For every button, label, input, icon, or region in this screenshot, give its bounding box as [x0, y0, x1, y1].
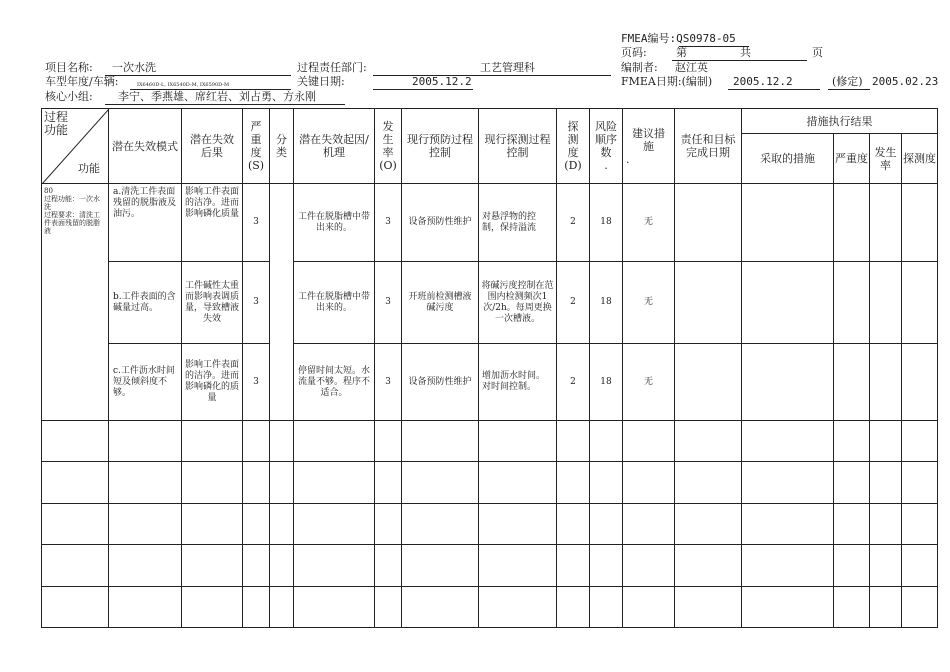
fmea-table [41, 108, 938, 628]
rpn-cell: 18 [590, 344, 623, 421]
key-date: 2005.12.2 [412, 75, 472, 88]
result-severity-cell [834, 184, 870, 262]
process-dept-label: 过程责任部门: [297, 61, 367, 74]
header-result-detection: 探测度 [902, 134, 938, 184]
result-occurrence-cell [870, 262, 902, 344]
recommended-cell: 无 [623, 184, 675, 262]
header-result-severity: 严重度 [834, 134, 870, 184]
result-detection-cell [902, 344, 938, 421]
table-row [42, 262, 938, 344]
severity-cell: 3 [243, 184, 270, 262]
header-severity: 严重度 (S) [243, 109, 270, 184]
key-date-label: 关键日期: [297, 75, 345, 88]
fmea-date: 2005.12.2 [733, 75, 793, 88]
recommended-cell: 无 [623, 344, 675, 421]
header-recommended-actions: 建议措施 . [623, 109, 675, 184]
empty-table-row [42, 462, 938, 504]
header-process-function: 过程 功能 [44, 110, 69, 137]
result-detection-cell [902, 184, 938, 262]
page-ye: 页 [812, 46, 823, 59]
occurrence-cell: 3 [375, 184, 402, 262]
severity-cell: 3 [243, 344, 270, 421]
severity-cell: 3 [243, 262, 270, 344]
responsibility-cell [675, 262, 742, 344]
header-action-results: 措施执行结果 [742, 109, 938, 134]
prevention-cell: 设备预防性维护 [402, 344, 479, 421]
responsibility-cell [675, 344, 742, 421]
cause-cell: 工件在脱脂槽中带出来的。 [294, 262, 375, 344]
header-responsibility: 责任和目标完成日期 [675, 109, 742, 184]
failure-effect-cell: 影响工件表面的洁净。进而影响磷化质量 [182, 184, 243, 262]
empty-table-row [42, 504, 938, 545]
underline [373, 89, 473, 90]
empty-table-row [42, 587, 938, 628]
process-function-cell: 80 过程功能：一次水洗 过程要求：清洗工件表面残留的脱脂液 [42, 184, 109, 421]
header-row-1 [42, 109, 938, 134]
header-result-occurrence: 发生率 [870, 134, 902, 184]
result-severity-cell [834, 262, 870, 344]
team-members: 李宁、季燕雄、席红岩、刘占勇、方永刚 [118, 90, 316, 103]
table-row [42, 344, 938, 421]
underline [728, 89, 820, 90]
author: 赵江英 [675, 61, 708, 74]
underline [105, 75, 291, 76]
detection-cell: 2 [557, 262, 590, 344]
team-label: 核心小组: [45, 90, 93, 103]
failure-mode-cell: b.工件表面的含碱量过高。 [109, 262, 182, 344]
actions-taken-cell [742, 184, 834, 262]
failure-mode-cell: a.清洗工件表面残留的脱脂液及油污。 [109, 184, 182, 262]
project-label: 项目名称: [45, 61, 93, 74]
author-label: 编制者: [621, 61, 658, 74]
failure-effect-cell: 影响工件表面的洁净。进而影响磷化的质量 [182, 344, 243, 421]
classification-cell [270, 184, 294, 421]
detection-control-cell: 增加沥水时间。对时间控制。 [479, 344, 557, 421]
model-label: 车型年度/车辆: [45, 75, 119, 88]
result-severity-cell [834, 344, 870, 421]
process-function-header [42, 109, 109, 184]
cause-cell: 工件在脱脂槽中带出来的。 [294, 184, 375, 262]
revised-date: 2005.02.23 [872, 75, 939, 88]
revised-label: (修定) [832, 75, 863, 88]
header-occurrence: 发生率 (O) [375, 109, 402, 184]
header-function: 功能 [78, 162, 100, 175]
result-occurrence-cell [870, 344, 902, 421]
fmea-date-label: FMEA日期:(编制) [621, 75, 713, 88]
empty-table-row [42, 545, 938, 587]
page-di: 第 [676, 46, 687, 59]
detection-cell: 2 [557, 184, 590, 262]
header-cause: 潜在失效起因/机理 [294, 109, 375, 184]
header-rpn: 风险顺序数 . [590, 109, 623, 184]
occurrence-cell: 3 [375, 344, 402, 421]
failure-mode-cell: c.工件沥水时间短及倾斜度不够。 [109, 344, 182, 421]
failure-effect-cell: 工件碱性太重而影响表调质量，导致槽液失效 [182, 262, 243, 344]
model-value: IX6460D-L, IX6540D-M, IX6590D-M [137, 82, 230, 88]
actions-taken-cell [742, 262, 834, 344]
detection-control-cell: 对悬浮物的控制，保持溢流 [479, 184, 557, 262]
recommended-cell: 无 [623, 262, 675, 344]
header-failure-effect: 潜在失效后果 [182, 109, 243, 184]
table-row [42, 184, 938, 262]
empty-table-row [42, 421, 938, 462]
process-dept: 工艺管理科 [480, 61, 535, 74]
rpn-cell: 18 [590, 262, 623, 344]
header-detection: 探测度 (D) [557, 109, 590, 184]
header-prevention: 现行预防过程控制 [402, 109, 479, 184]
prevention-cell: 开班前检测槽液碱污度 [402, 262, 479, 344]
actions-taken-cell [742, 344, 834, 421]
underline [373, 75, 611, 76]
underline [828, 89, 870, 90]
page-number-label: 页码: [621, 46, 647, 59]
underline [679, 46, 749, 47]
result-occurrence-cell [870, 184, 902, 262]
header-actions-taken: 采取的措施 [742, 134, 834, 184]
page-gong: 共 [740, 46, 751, 59]
result-detection-cell [902, 262, 938, 344]
prevention-cell: 设备预防性维护 [402, 184, 479, 262]
header-classification: 分类 [270, 109, 294, 184]
project-name: 一次水洗 [112, 61, 156, 74]
fmea-number: FMEA编号:QS0978-05 [621, 32, 736, 45]
detection-cell: 2 [557, 344, 590, 421]
rpn-cell: 18 [590, 184, 623, 262]
underline [105, 104, 345, 105]
header-failure-mode: 潜在失效模式 [109, 109, 182, 184]
occurrence-cell: 3 [375, 262, 402, 344]
header-detection-control: 现行探测过程控制 [479, 109, 557, 184]
responsibility-cell [675, 184, 742, 262]
cause-cell: 停留时间太短。水流量不够。程序不适合。 [294, 344, 375, 421]
detection-control-cell: 将碱污度控制在范围内检测频次1次/2h。每周更换一次槽液。 [479, 262, 557, 344]
